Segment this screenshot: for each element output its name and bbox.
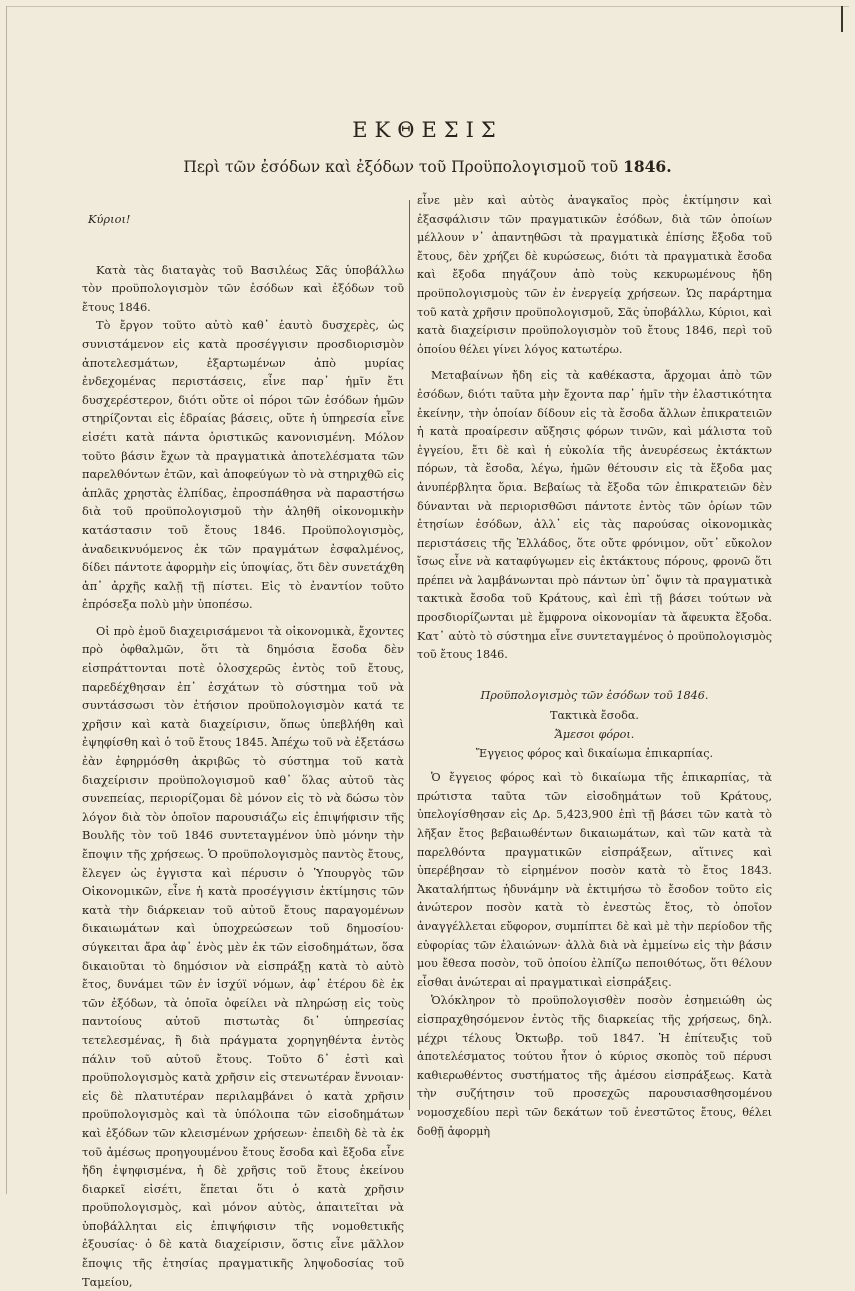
paragraph: Κατὰ τὰς διαταγὰς τοῦ Βασιλέως Σᾶς ὑποβάλλω τὸν προϋπολογισμὸν τῶν ἐσόδων καὶ ἐξόδων τοῦ ἔτους 1846. <box>82 262 404 314</box>
paragraph: Τὸ ἔργον τοῦτο αὐτὸ καθ᾽ ἑαυτὸ δυσχερὲς, ὡς συνιστάμενον εἰς κατὰ προσέγγισιν προσδιορισμὸν ἀποτελεσμάτων, ἐξαρτωμένων ἀπὸ μυρίας ἐνδεχομένας περιστάσεις, εἶνε παρ᾽ ἡμῖν ἔτι δυσχερέστερον, διότι οὔτε οἱ πόροι τῶν ἐσόδων ἡμῶν στηρίζονται εἰς ἑδραίας βάσεις, οὔτε ἡ ὑπηρεσία εἶνε εἰσέτι κατὰ πάντα ὁριστικῶς κανονισμένη. Μόλον τοῦτο βάσιν ἔχων τὰ πραγματικὰ ἀποτελέσματα τῶν παρελθόντων ἐτῶν, καὶ ἀποφεύγων τὸ νὰ στηριχθῶ εἰς ἁπλᾶς χρηστὰς ἐλπίδας, ἐπροσπάθησα νὰ παραστήσω διὰ τοῦ προϋπολογισμοῦ τὴν ἀληθῆ οἰκονομικὴν κατάστασιν τοῦ ἔτους 1846. Προϋπολογισμὸς, ἀναδεικνυόμενος ἐκ τῶν πραγμάτων ἐσφαλμένος, δίδει πάντοτε ἀφορμὴν εἰς ὑποψίας, ὅτι δὲν συνετάχθη ἀπ᾽ ἀρχῆς καλῇ τῇ πίστει. Εἰς τὸ ἐναντίον τοῦτο ἐπρόσεξα πολὺ μὴν ὑποπέσω. <box>82 318 404 612</box>
salutation: Κύριοι! <box>88 212 131 226</box>
section-subtitle: Τακτικὰ ἔσοδα. <box>550 709 639 723</box>
paragraph: Μεταβαίνων ἤδη εἰς τὰ καθέκαστα, ἄρχομαι ἀπὸ τῶν ἐσόδων, διότι ταῦτα μὴν ἔχοντα παρ᾽ ἡμῖν τὴν ἐλαστικότητα ἐκείνην, τὴν ὁποίαν δίδουν εἰς τὰ ἔσοδα ἄλλων ἐπικρατειῶν ἡ κατὰ προαίρεσιν αὔξησις φόρων τινῶν, καὶ μάλιστα τοῦ ἐγγείου, ἔτι δὲ καὶ ἡ εὐκολία τῆς ἀνευρέσεως ἐκτάκτων πόρων, τὰ ἔσοδα, λέγω, ἡμῶν θέτουσιν εἰς τὰ ἔξοδα μας ἀνυπέρβλητα ὅρια. Βεβαίως τὰ ἔξοδα τῶν ἐπικρατειῶν δὲν δύνανται νὰ περιορισθῶσι πάντοτε ἐντὸς τῶν ὁρίων τῶν ἐτησίων ἐσόδων, ἀλλ᾽ εἰς τὰς παρούσας οἰκονομικὰς περιστάσεις τῆς Ἑλλάδος, ὅτε οὔτε φρόνιμον, οὔτ᾽ εὔκολον ἴσως εἶνε νὰ καταφύγωμεν εἰς ἐκτάκτους πόρους, φρονῶ ὅτι πρέπει νὰ λαμβάνωνται πρὸ πάντων ὑπ᾽ ὄψιν τὰ πραγματικὰ τακτικὰ ἔσοδα τοῦ Κράτους, καὶ ἐπὶ τῇ βάσει τούτων νὰ προσδιορίζωνται μὲ ἔμφρονα οἰκονομίαν τὰ ἄφευκτα ἔξοδα. Κατ᾽ αὐτὸ τὸ σύστημα εἶνε συντεταγμένος ὁ προϋπολογισμὸς τοῦ ἔτους 1846. <box>417 369 772 662</box>
scan-mark <box>841 6 843 32</box>
paragraph: εἶνε μὲν καὶ αὐτὸς ἀναγκαῖος πρὸς ἐκτίμησιν καὶ ἐξασφάλισιν τῶν πραγματικῶν ἐσόδων, διὰ τῶν ὁποίων μέλλουν ν᾽ ἀπαντηθῶσι τὰ πραγματικὰ ἐπίσης ἔξοδα τοῦ ἔτους, δὲν χρήζει δὲ κυρώσεως, διότι τὰ πραγματικὰ ἔσοδα καὶ ἔξοδα πηγάζουν ἀπὸ τοὺς κεκυρωμένους ἤδη προϋπολογισμοὺς τῶν ἐν ἐνεργείᾳ χρήσεων. Ὡς παράρτημα τοῦ κατὰ χρῆσιν προϋπολογισμοῦ, Σᾶς ὑποβάλλω, Κύριοι, καὶ κατὰ διαχείρισιν προϋπολογισμὸν τοῦ ἔτους 1846, περὶ τοῦ ὁποίου θέλει γίνει λόγος κατωτέρω. <box>417 194 772 356</box>
page-title: ΕΚΘΕΣΙΣ <box>352 118 503 142</box>
left-column <box>82 192 404 1289</box>
subtitle-year: 1846. <box>623 157 672 176</box>
paragraph: Οἱ πρὸ ἐμοῦ διαχειρισάμενοι τὰ οἰκονομικὰ, ἔχοντες πρὸ ὀφθαλμῶν, ὅτι τὰ δημόσια ἔσοδα δὲν εἰσπράττονται ποτὲ ὁλοσχερῶς ἐντὸς τοῦ ἔτους, παρεδέχθησαν ἐπ᾽ ἐσχάτων τὸ σύστημα τοῦ νὰ συντάσσωσι τὸν ἐτήσιον προϋπολογισμὸν κατά τε χρῆσιν καὶ κατὰ διαχείρισιν, ὅπως ὑπεβλήθη καὶ ἐψηφίσθη καὶ ὁ τοῦ ἔτους 1845. Ἀπέχω τοῦ νὰ ἐξετάσω ἐὰν ἐφηρμόσθη ἀκριβῶς τὸ σύστημα τοῦ κατὰ διαχείρισιν προϋπολογισμοῦ καθ᾽ ὅλας αὐτοῦ τὰς συνεπείας, περιορίζομαι δὲ μόνον εἰς τὸ νὰ δώσω τὸν λόγον διὰ τὸν ὁποῖον παρουσιάζω εἰς ἐπιψήφισιν τῆς Βουλῆς τὸν τοῦ 1846 συντεταγμένον ὑπὸ μόνην τὴν ἔποψιν τῆς χρήσεως. Ὁ προϋπολογισμὸς παντὸς ἔτους, ἔλεγεν ὡς ἐγγιστα καὶ πέρυσιν ὁ Ὑπουργὸς τῶν Οἰκονομικῶν, εἶνε ἡ κατὰ προσέγγισιν ἐκτίμησις τῶν κατὰ τὴν διάρκειαν τοῦ αὐτοῦ ἔτους παραγομένων δικαιωμάτων καὶ ὑποχρεώσεων τοῦ δημοσίου· σύγκειται ἄρα ἀφ᾽ ἑνὸς μὲν ἐκ τῶν εἰσοδημάτων, ὅσα δικαιοῦται τὸ δημόσιον νὰ εἰσπράξῃ κατὰ τὸ αὐτὸ ἔτος, δυνάμει τῶν ἐν ἰσχύϊ νόμων, ἀφ᾽ ἑτέρου δὲ ἐκ τῶν ἐξόδων, τὰ ὁποῖα ὀφείλει νὰ πληρώσῃ εἰς τοὺς παντοίους αὐτοῦ πιστωτὰς δι᾽ ὑπηρεσίας τετελεσμένας, ἢ διὰ πράγματα χορηγηθέντα ἐντὸς πάλιν τοῦ αὐτοῦ ἔτους. Τοῦτο δ᾽ ἐστὶ καὶ προϋπολογισμὸς κατὰ χρῆσιν εἰς στενωτέραν ἔννοιαν· εἰς δὲ πλατυτέραν περιλαμβάνει ὁ κατὰ χρῆσιν προϋπολογισμὸς καὶ τὰ ὑπόλοιπα τῶν εἰσοδημάτων καὶ ἐξόδων τῶν κλεισμένων χρήσεων· ἐπειδὴ δὲ τὰ ἐκ τοῦ ἀμέσως προηγουμένου ἔτους ἔσοδα καὶ ἔξοδα εἶνε ἤδη ἐψηφισμένα, ἡ δὲ χρῆσις τοῦ ἔτους ἐκείνου διαρκεῖ εἰσέτι, ἕπεται ὅτι ὁ κατὰ χρῆσιν προϋπολογισμὸς, καὶ μόνον αὐτὸς, ἀπαιτεῖται νὰ ὑποβάλληται εἰς ἐπιψήφισιν τῆς νομοθετικῆς ἐξουσίας· ὁ δὲ κατὰ διαχείρισιν, ὅστις εἶνε μᾶλλον ἔποψις τῆς ἐτησίας πραγματικῆς ληψοδοσίας τοῦ Ταμείου, <box>82 623 404 1289</box>
column-divider <box>409 200 410 1110</box>
page-subtitle <box>0 157 855 176</box>
paragraph: Ὁλόκληρον τὸ προϋπολογισθὲν ποσὸν ἐσημειώθη ὡς εἰσπραχθησόμενον ἐντὸς τῆς διαρκείας τῆς χρήσεως, δηλ. μέχρι τέλους Ὀκτωβρ. τοῦ 1847. Ἡ ἐπίτευξις τοῦ ἀποτελέσματος τούτου ἦτον ὁ κύριος σκοπὸς τοῦ πέρυσι καθιερωθέντος συστήματος τῆς ἀμέσου εἰσπράξεως. Κατὰ τὴν συζήτησιν τοῦ προσεχῶς παρουσιασθησομένου νομοσχεδίου περὶ τῶν δεκάτων τοῦ ἐνεστῶτος ἔτους, θέλει δοθῇ ἀφορμὴ <box>417 994 772 1138</box>
section-title: Προϋπολογισμὸς τῶν ἐσόδων τοῦ 1846. <box>480 688 709 702</box>
paragraph: Ὁ ἔγγειος φόρος καὶ τὸ δικαίωμα τῆς ἐπικαρπίας, τὰ πρώτιστα ταῦτα τῶν εἰσοδημάτων τοῦ Κράτους, ὑπελογίσθησαν εἰς Δρ. 5,423,900 ἐπὶ τῇ βάσει τῶν κατὰ τὸ λῆξαν ἔτος βεβαιωθέντων δικαιωμάτων, καὶ τῶν κατὰ τὰ παρελθόντα πραγματικῶν εἰσπράξεων, αἵτινες καὶ ὑπερέβησαν τὸ εἰρημένον ποσὸν κατὰ τὸ ἔτος 1843. Ἀκαταλήπτως ἠδυνάμην νὰ ἐκτιμήσω τὸ ἔσοδον τοῦτο εἰς ἀνώτερον ποσὸν κατὰ τὸ ἐνεστὼς ἔτος, τὸ ὁποῖον ἀναγγέλλεται εὔφορον, συμπίπτει δὲ καὶ μὲ τὴν περίοδον τῆς εὐφορίας τῶν ἐλαιώνων· ἀλλὰ διὰ νὰ ἐμμείνω εἰς τὴν βάσιν μου ἔθεσα ποσὸν, τοῦ ὁποίου ἐλπίζω πεποιθότως, ὅτι θέλουν εἶσθαι ἀνώτεραι αἱ πραγματικαὶ εἰσπράξεις. <box>417 771 772 989</box>
section-minor-heading: Ἔγγειος φόρος καὶ δικαίωμα ἐπικαρπίας. <box>475 746 714 760</box>
section-heading: Ἄμεσοι φόροι. <box>554 728 635 742</box>
subtitle-text: Περὶ τῶν ἐσόδων καὶ ἐξόδων τοῦ Προϋπολογισμοῦ τοῦ <box>183 158 619 176</box>
right-column <box>417 192 772 1138</box>
